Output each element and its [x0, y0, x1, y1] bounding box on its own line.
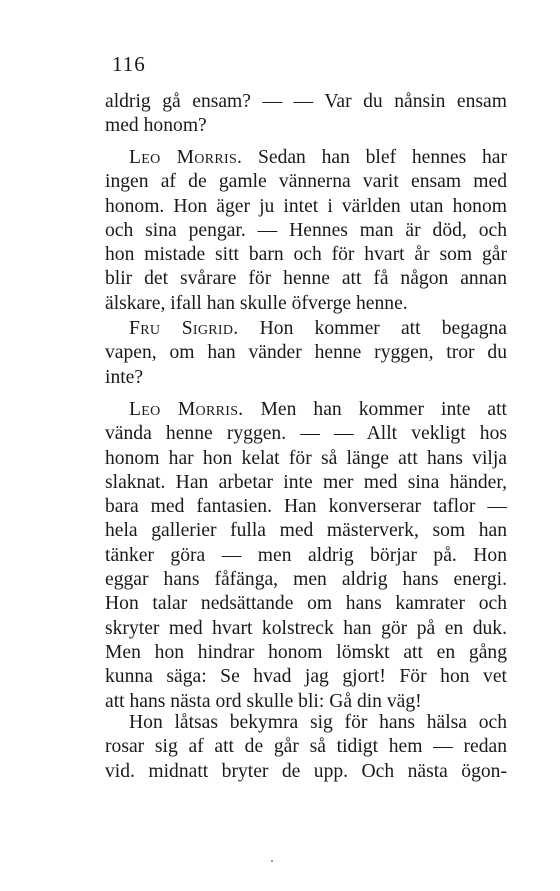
- speaker-name: Leo Morris.: [129, 147, 243, 168]
- text-line: Hon talar nedsättande om hans kamrater och: [105, 593, 507, 615]
- text-line: inte?: [105, 366, 144, 388]
- paragraph: [105, 317, 507, 390]
- text-line: bara med fantasien. Han konverserar taflor —: [105, 496, 507, 518]
- page-number: 116: [112, 52, 146, 76]
- text-line: kunna säga: Se hvad jag gjort! För hon vet: [105, 666, 507, 688]
- line-text: Sedan han blef hennes har: [242, 147, 507, 168]
- text-line: älskare, ifall han skulle öfverge henne.: [105, 292, 408, 314]
- text-line: slaknat. Han arbetar inte mer med sina händer,: [105, 471, 507, 493]
- speaker-name: Fru Sigrid.: [129, 318, 239, 339]
- text-line: Hon låtsas bekymra sig för hans hälsa och: [129, 712, 507, 733]
- text-line: eggar hans fåfänga, men aldrig hans energi.: [105, 569, 507, 591]
- paragraph: [105, 90, 507, 139]
- text-line: tänker göra — men aldrig börjar på. Hon: [105, 544, 507, 566]
- text-line: hela gallerier fulla med mästerverk, som han: [105, 520, 507, 542]
- text-line: [105, 146, 507, 170]
- text-line: med honom?: [105, 115, 207, 137]
- speaker-name: Leo Morris.: [129, 399, 244, 420]
- text-line: [105, 317, 507, 341]
- text-line: ingen af de gamle vännerna varit ensam med: [105, 171, 507, 193]
- paragraph: [105, 398, 507, 714]
- text-line: honom har hon kelat för så länge att hans vilja: [105, 447, 507, 469]
- text-line: aldrig gå ensam? — — Var du nånsin ensam: [105, 91, 507, 112]
- text-line: vapen, om han vänder henne ryggen, tror du: [105, 342, 507, 364]
- text-line: honom. Hon äger ju intet i världen utan honom: [105, 195, 507, 217]
- text-line: blir det svårare för henne att få någon annan: [105, 268, 507, 290]
- text-line: rosar sig af att de går så tidigt hem — redan: [105, 736, 507, 758]
- text-line: skryter med hvart kolstreck han gör på en duk.: [105, 617, 507, 639]
- text-line: vid. midnatt bryter de upp. Och nästa ögon-: [105, 760, 507, 782]
- text-line: vända henne ryggen. — — Allt vekligt hos: [105, 423, 507, 445]
- print-speck: [271, 860, 273, 862]
- text-line: [105, 398, 507, 422]
- text-line: Men hon hindrar honom lömskt att en gång: [105, 641, 507, 663]
- paragraph: [105, 711, 507, 784]
- line-text: Men han kommer inte att: [243, 399, 507, 420]
- text-line: att hans nästa ord skulle bli: Gå din väg!: [105, 690, 422, 712]
- text-line: och sina pengar. — Hennes man är död, och: [105, 219, 507, 241]
- paragraph: [105, 146, 507, 316]
- line-text: Hon kommer att begagna: [238, 318, 507, 339]
- text-line: hon mistade sitt barn och för hvart år som går: [105, 244, 507, 266]
